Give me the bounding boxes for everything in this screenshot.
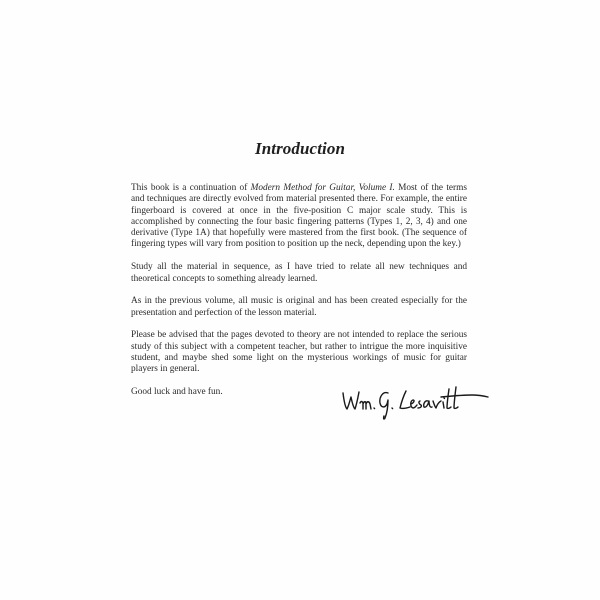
paragraph-1-rest: Most of the terms and techniques are directly evolved from material presented there. For example, the entire fingerboard is covered at once in the five-position C major scale study. This is accomplished by connecting the four basic fingering patterns (Types 1, 2, 3, 4) and one derivative (Type 1A) that hopefully were mastered from the first book. (The sequence of fingering types will vary from position to position up the neck, depending upon the key.) (131, 183, 467, 250)
author-signature (340, 383, 490, 423)
page-title: Introduction (254, 139, 345, 158)
signature-icon (340, 383, 490, 423)
introduction-body (131, 183, 467, 410)
paragraph-3: As in the previous volume, all music is original and has been created especially for the presentation and perfection of the lesson material. (131, 296, 467, 318)
paragraph-1-lead: This book is a continuation of (131, 183, 251, 193)
paragraph-4: Please be advised that the pages devoted to theory are not intended to replace the serious study of this subject with a competent teacher, but rather to intrigue the more inquisitive student, and maybe shed some light on the mysterious workings of music for guitar players in general. (131, 330, 467, 375)
paragraph-2: Study all the material in sequence, as I have tried to relate all new techniques and theoretical concepts to something already learned. (131, 262, 467, 284)
paragraph-5: Good luck and have fun. (131, 387, 223, 398)
book-title-reference: Modern Method for Guitar, Volume I. (250, 183, 395, 193)
paragraph-1 (131, 183, 467, 251)
